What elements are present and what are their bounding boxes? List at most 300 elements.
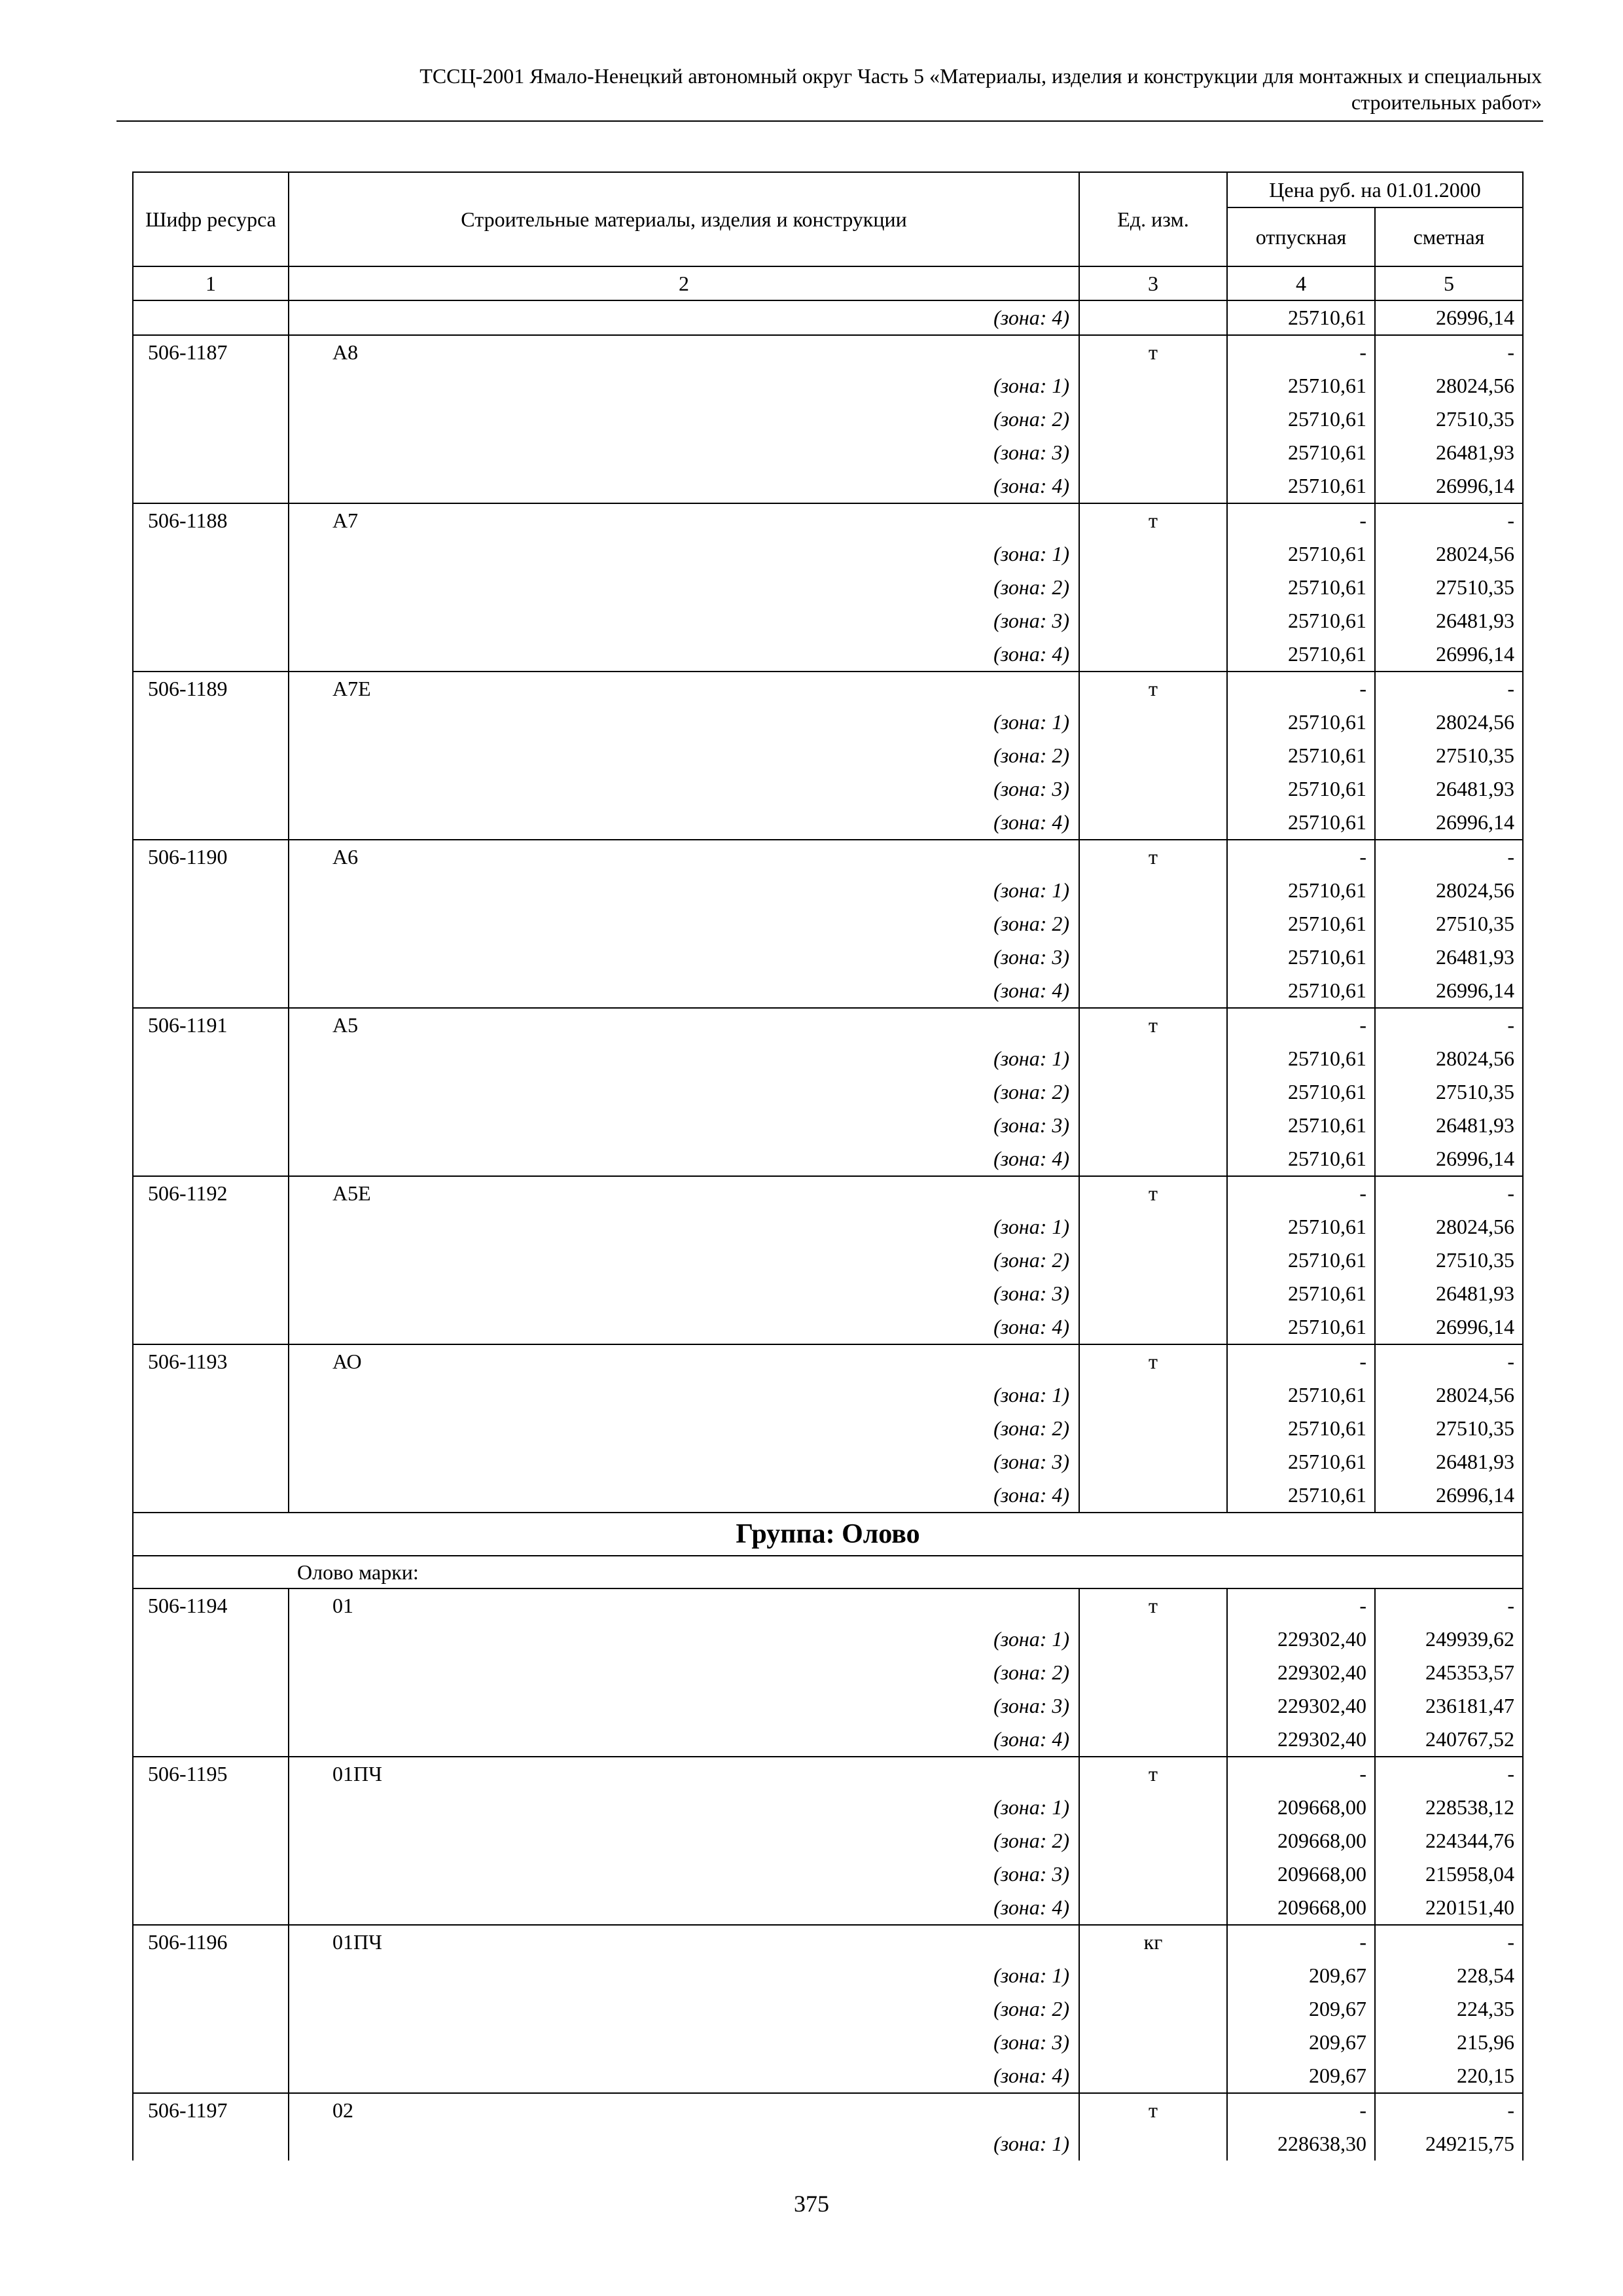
unit-cell xyxy=(1079,2127,1227,2161)
price-release: 25710,61 xyxy=(1227,1244,1375,1277)
unit-cell: т xyxy=(1079,1757,1227,1791)
resource-code xyxy=(133,1479,289,1513)
price-release: 209,67 xyxy=(1227,1959,1375,1992)
price-estimate: 27510,35 xyxy=(1375,1075,1523,1109)
table-row-zone xyxy=(133,1445,1523,1479)
unit-cell xyxy=(1079,1142,1227,1176)
price-release: - xyxy=(1227,672,1375,706)
unit-cell xyxy=(1079,1479,1227,1513)
unit-cell: кг xyxy=(1079,1925,1227,1959)
table-row-zone xyxy=(133,604,1523,637)
price-estimate: 228538,12 xyxy=(1375,1791,1523,1824)
table-row-item xyxy=(133,1925,1523,1959)
price-estimate: 28024,56 xyxy=(1375,369,1523,403)
price-estimate: 245353,57 xyxy=(1375,1656,1523,1689)
unit-cell xyxy=(1079,1857,1227,1891)
price-release: 25710,61 xyxy=(1227,1142,1375,1176)
material-name: 02 xyxy=(289,2093,1079,2127)
resource-code xyxy=(133,1142,289,1176)
table-row-zone xyxy=(133,2059,1523,2093)
table-row-zone xyxy=(133,1824,1523,1857)
price-release: 209,67 xyxy=(1227,2059,1375,2093)
table-row-zone xyxy=(133,1723,1523,1757)
resource-code xyxy=(133,1109,289,1142)
price-estimate: 26996,14 xyxy=(1375,1142,1523,1176)
unit-cell xyxy=(1079,1109,1227,1142)
col-header-unit: Ед. изм. xyxy=(1079,172,1227,266)
resource-code: 506-1188 xyxy=(133,503,289,537)
zone-label: (зона: 1) xyxy=(289,1210,1079,1244)
zone-label: (зона: 3) xyxy=(289,604,1079,637)
price-estimate: 228,54 xyxy=(1375,1959,1523,1992)
resource-code xyxy=(133,739,289,772)
zone-label: (зона: 3) xyxy=(289,941,1079,974)
table-row-zone xyxy=(133,403,1523,436)
zone-label: (зона: 2) xyxy=(289,1656,1079,1689)
price-release: 25710,61 xyxy=(1227,941,1375,974)
header-line-1: ТССЦ-2001 Ямало-Ненецкий автономный округ Часть 5 «Материалы, изделия и конструкции для монтажных и специальных xyxy=(419,64,1542,88)
price-release: - xyxy=(1227,1588,1375,1623)
table-row-zone xyxy=(133,1689,1523,1723)
material-name: А5 xyxy=(289,1008,1079,1042)
price-estimate: 27510,35 xyxy=(1375,571,1523,604)
price-estimate: 26481,93 xyxy=(1375,1109,1523,1142)
price-release: - xyxy=(1227,1925,1375,1959)
price-estimate: 26996,14 xyxy=(1375,974,1523,1008)
zone-label: (зона: 2) xyxy=(289,1244,1079,1277)
table-body xyxy=(133,300,1523,2161)
resource-code xyxy=(133,941,289,974)
unit-cell xyxy=(1079,537,1227,571)
table-row-zone xyxy=(133,874,1523,907)
resource-code xyxy=(133,1824,289,1857)
resource-code xyxy=(133,1959,289,1992)
price-release: 229302,40 xyxy=(1227,1689,1375,1723)
unit-cell xyxy=(1079,604,1227,637)
table-row-item xyxy=(133,2093,1523,2127)
unit-cell xyxy=(1079,469,1227,503)
unit-cell xyxy=(1079,1445,1227,1479)
zone-label: (зона: 2) xyxy=(289,1824,1079,1857)
price-estimate: 26481,93 xyxy=(1375,941,1523,974)
table-row-zone xyxy=(133,974,1523,1008)
resource-code xyxy=(133,436,289,469)
price-estimate: 215958,04 xyxy=(1375,1857,1523,1891)
price-estimate: 26996,14 xyxy=(1375,806,1523,840)
price-estimate: 215,96 xyxy=(1375,2026,1523,2059)
unit-cell xyxy=(1079,1959,1227,1992)
unit-cell xyxy=(1079,1277,1227,1310)
material-name: А6 xyxy=(289,840,1079,874)
price-estimate: - xyxy=(1375,1008,1523,1042)
unit-cell xyxy=(1079,1891,1227,1925)
table-row-item xyxy=(133,1176,1523,1210)
table-row-zone xyxy=(133,637,1523,672)
unit-cell xyxy=(1079,1689,1227,1723)
table-row-zone xyxy=(133,772,1523,806)
price-release: 228638,30 xyxy=(1227,2127,1375,2161)
price-release: 25710,61 xyxy=(1227,1378,1375,1412)
table-row-item xyxy=(133,1344,1523,1378)
zone-label: (зона: 1) xyxy=(289,1959,1079,1992)
unit-cell xyxy=(1079,772,1227,806)
price-release: - xyxy=(1227,1176,1375,1210)
unit-cell xyxy=(1079,1244,1227,1277)
unit-cell xyxy=(1079,369,1227,403)
unit-cell xyxy=(1079,403,1227,436)
material-name: А8 xyxy=(289,335,1079,369)
col-header-price-estimate: сметная xyxy=(1375,207,1523,266)
col-header-price-group: Цена руб. на 01.01.2000 xyxy=(1227,172,1523,207)
unit-cell xyxy=(1079,739,1227,772)
zone-label: (зона: 4) xyxy=(289,1891,1079,1925)
table-row-zone xyxy=(133,1992,1523,2026)
zone-label: (зона: 4) xyxy=(289,974,1079,1008)
table-row-item xyxy=(133,1588,1523,1623)
resource-code xyxy=(133,874,289,907)
resource-code xyxy=(133,1445,289,1479)
price-release: 25710,61 xyxy=(1227,806,1375,840)
zone-label: (зона: 3) xyxy=(289,772,1079,806)
price-release: 25710,61 xyxy=(1227,1412,1375,1445)
table-row-zone xyxy=(133,907,1523,941)
price-estimate: - xyxy=(1375,2093,1523,2127)
table-row-zone xyxy=(133,1310,1523,1344)
price-estimate: 27510,35 xyxy=(1375,403,1523,436)
subgroup-row xyxy=(133,1556,1523,1588)
table-row-zone xyxy=(133,1623,1523,1656)
price-estimate: 249939,62 xyxy=(1375,1623,1523,1656)
price-release: 25710,61 xyxy=(1227,571,1375,604)
price-estimate: 27510,35 xyxy=(1375,1244,1523,1277)
resource-code xyxy=(133,1992,289,2026)
col-number-2: 2 xyxy=(289,266,1079,300)
zone-label: (зона: 1) xyxy=(289,1378,1079,1412)
resource-code xyxy=(133,1210,289,1244)
unit-cell xyxy=(1079,1723,1227,1757)
resource-code xyxy=(133,1378,289,1412)
table-row-zone xyxy=(133,369,1523,403)
table-row-zone xyxy=(133,469,1523,503)
material-name: А7Е xyxy=(289,672,1079,706)
price-release: 25710,61 xyxy=(1227,1310,1375,1344)
unit-cell xyxy=(1079,907,1227,941)
unit-cell xyxy=(1079,1791,1227,1824)
table-row-zone xyxy=(133,1791,1523,1824)
resource-code xyxy=(133,403,289,436)
zone-label: (зона: 3) xyxy=(289,1445,1079,1479)
price-estimate: 26996,14 xyxy=(1375,469,1523,503)
price-release: 25710,61 xyxy=(1227,469,1375,503)
price-estimate: - xyxy=(1375,1176,1523,1210)
price-release: 209668,00 xyxy=(1227,1857,1375,1891)
price-estimate: 26481,93 xyxy=(1375,604,1523,637)
resource-code: 506-1187 xyxy=(133,335,289,369)
price-estimate: 28024,56 xyxy=(1375,1210,1523,1244)
material-name: 01 xyxy=(289,1588,1079,1623)
table-row-zone xyxy=(133,1656,1523,1689)
zone-label: (зона: 4) xyxy=(289,637,1079,672)
resource-code xyxy=(133,1412,289,1445)
resource-code xyxy=(133,637,289,672)
table-row-zone xyxy=(133,436,1523,469)
material-name: 01ПЧ xyxy=(289,1925,1079,1959)
resource-code xyxy=(133,772,289,806)
table-row-zone xyxy=(133,300,1523,335)
unit-cell xyxy=(1079,436,1227,469)
zone-label: (зона: 3) xyxy=(289,1857,1079,1891)
unit-cell xyxy=(1079,806,1227,840)
unit-cell: т xyxy=(1079,1008,1227,1042)
table-row-zone xyxy=(133,571,1523,604)
unit-cell xyxy=(1079,571,1227,604)
price-release: 209,67 xyxy=(1227,1992,1375,2026)
zone-label: (зона: 2) xyxy=(289,403,1079,436)
unit-cell xyxy=(1079,1992,1227,2026)
price-release: 25710,61 xyxy=(1227,300,1375,335)
zone-label: (зона: 1) xyxy=(289,874,1079,907)
unit-cell xyxy=(1079,1310,1227,1344)
unit-cell: т xyxy=(1079,335,1227,369)
zone-label: (зона: 1) xyxy=(289,369,1079,403)
zone-label: (зона: 2) xyxy=(289,739,1079,772)
price-estimate: 26996,14 xyxy=(1375,1479,1523,1513)
unit-cell xyxy=(1079,1623,1227,1656)
zone-label: (зона: 2) xyxy=(289,1075,1079,1109)
price-release: 25710,61 xyxy=(1227,436,1375,469)
zone-label: (зона: 4) xyxy=(289,2059,1079,2093)
price-estimate: - xyxy=(1375,1344,1523,1378)
resource-code xyxy=(133,604,289,637)
table-row-zone xyxy=(133,1109,1523,1142)
resource-code: 506-1196 xyxy=(133,1925,289,1959)
price-release: 25710,61 xyxy=(1227,1210,1375,1244)
zone-label: (зона: 1) xyxy=(289,706,1079,739)
group-title: Группа: Олово xyxy=(133,1513,1523,1556)
price-release: - xyxy=(1227,503,1375,537)
unit-cell xyxy=(1079,2026,1227,2059)
resource-code xyxy=(133,1857,289,1891)
resource-code: 506-1191 xyxy=(133,1008,289,1042)
resource-code xyxy=(133,706,289,739)
price-release: - xyxy=(1227,1344,1375,1378)
unit-cell: т xyxy=(1079,2093,1227,2127)
price-estimate: - xyxy=(1375,335,1523,369)
resource-code xyxy=(133,1042,289,1075)
price-estimate: - xyxy=(1375,503,1523,537)
resource-code xyxy=(133,1891,289,1925)
price-release: 25710,61 xyxy=(1227,1479,1375,1513)
price-estimate: 26996,14 xyxy=(1375,300,1523,335)
price-release: 25710,61 xyxy=(1227,537,1375,571)
subgroup-title: Олово марки: xyxy=(133,1556,1523,1588)
table-row-item xyxy=(133,1757,1523,1791)
zone-label: (зона: 4) xyxy=(289,1723,1079,1757)
zone-label: (зона: 2) xyxy=(289,1992,1079,2026)
table-row-zone xyxy=(133,2127,1523,2161)
price-release: - xyxy=(1227,335,1375,369)
price-estimate: 27510,35 xyxy=(1375,739,1523,772)
price-release: 25710,61 xyxy=(1227,403,1375,436)
material-name: А5Е xyxy=(289,1176,1079,1210)
table-row-zone xyxy=(133,706,1523,739)
table-row-zone xyxy=(133,1891,1523,1925)
zone-label: (зона: 3) xyxy=(289,2026,1079,2059)
zone-label: (зона: 2) xyxy=(289,571,1079,604)
table-row-zone xyxy=(133,806,1523,840)
resource-code xyxy=(133,974,289,1008)
price-release: 25710,61 xyxy=(1227,1042,1375,1075)
price-estimate: 240767,52 xyxy=(1375,1723,1523,1757)
unit-cell: т xyxy=(1079,672,1227,706)
group-row xyxy=(133,1513,1523,1556)
table-row-zone xyxy=(133,1412,1523,1445)
resource-code: 506-1189 xyxy=(133,672,289,706)
price-estimate: 26996,14 xyxy=(1375,1310,1523,1344)
price-estimate: - xyxy=(1375,1757,1523,1791)
resource-code xyxy=(133,907,289,941)
col-number-3: 3 xyxy=(1079,266,1227,300)
price-release: 229302,40 xyxy=(1227,1656,1375,1689)
table-row-zone xyxy=(133,1142,1523,1176)
resource-code xyxy=(133,300,289,335)
col-header-name: Строительные материалы, изделия и конструкции xyxy=(289,172,1079,266)
resource-code xyxy=(133,571,289,604)
zone-label: (зона: 4) xyxy=(289,806,1079,840)
resource-code xyxy=(133,369,289,403)
unit-cell xyxy=(1079,300,1227,335)
table-row-item xyxy=(133,1008,1523,1042)
resource-code: 506-1197 xyxy=(133,2093,289,2127)
price-release: - xyxy=(1227,840,1375,874)
zone-label: (зона: 4) xyxy=(289,469,1079,503)
resource-code: 506-1192 xyxy=(133,1176,289,1210)
table-row-zone xyxy=(133,1277,1523,1310)
table-row-zone xyxy=(133,1042,1523,1075)
table-row-zone xyxy=(133,1075,1523,1109)
zone-label: (зона: 4) xyxy=(289,1310,1079,1344)
unit-cell xyxy=(1079,941,1227,974)
unit-cell xyxy=(1079,637,1227,672)
table-row-zone xyxy=(133,1857,1523,1891)
col-number-5: 5 xyxy=(1375,266,1523,300)
unit-cell xyxy=(1079,1824,1227,1857)
table-row-item xyxy=(133,503,1523,537)
resource-code xyxy=(133,1791,289,1824)
price-release: 25710,61 xyxy=(1227,874,1375,907)
price-estimate: 28024,56 xyxy=(1375,1378,1523,1412)
price-estimate: 28024,56 xyxy=(1375,1042,1523,1075)
unit-cell xyxy=(1079,874,1227,907)
price-estimate: 27510,35 xyxy=(1375,907,1523,941)
resource-code xyxy=(133,1723,289,1757)
resource-code xyxy=(133,2026,289,2059)
price-estimate: 27510,35 xyxy=(1375,1412,1523,1445)
unit-cell xyxy=(1079,974,1227,1008)
page-number: 375 xyxy=(794,2191,829,2217)
page-header xyxy=(118,63,1542,115)
table-row-zone xyxy=(133,1210,1523,1244)
price-release: 25710,61 xyxy=(1227,706,1375,739)
table-row-zone xyxy=(133,2026,1523,2059)
table-row-item xyxy=(133,840,1523,874)
price-release: 25710,61 xyxy=(1227,604,1375,637)
resource-code: 506-1190 xyxy=(133,840,289,874)
unit-cell xyxy=(1079,1656,1227,1689)
zone-label: (зона: 1) xyxy=(289,1791,1079,1824)
material-name: А7 xyxy=(289,503,1079,537)
material-name: 01ПЧ xyxy=(289,1757,1079,1791)
table-row-item xyxy=(133,335,1523,369)
price-release: 229302,40 xyxy=(1227,1723,1375,1757)
unit-cell xyxy=(1079,706,1227,739)
unit-cell xyxy=(1079,1412,1227,1445)
price-estimate: - xyxy=(1375,672,1523,706)
unit-cell xyxy=(1079,2059,1227,2093)
price-release: - xyxy=(1227,2093,1375,2127)
table-row-item xyxy=(133,672,1523,706)
zone-label: (зона: 2) xyxy=(289,907,1079,941)
price-release: 25710,61 xyxy=(1227,1075,1375,1109)
resource-code xyxy=(133,1623,289,1656)
unit-cell: т xyxy=(1079,1588,1227,1623)
resource-code xyxy=(133,806,289,840)
resource-code xyxy=(133,1310,289,1344)
header-line-2: строительных работ» xyxy=(1351,90,1542,114)
price-estimate: 224344,76 xyxy=(1375,1824,1523,1857)
col-header-code: Шифр ресурса xyxy=(133,172,289,266)
price-estimate: 28024,56 xyxy=(1375,874,1523,907)
table-row-zone xyxy=(133,1378,1523,1412)
price-table xyxy=(132,171,1524,2161)
price-release: 25710,61 xyxy=(1227,907,1375,941)
unit-cell xyxy=(1079,1378,1227,1412)
price-estimate: 26481,93 xyxy=(1375,436,1523,469)
price-release: 229302,40 xyxy=(1227,1623,1375,1656)
price-estimate: 26481,93 xyxy=(1375,772,1523,806)
zone-label: (зона: 4) xyxy=(289,1479,1079,1513)
unit-cell xyxy=(1079,1210,1227,1244)
price-estimate: 28024,56 xyxy=(1375,537,1523,571)
price-release: 25710,61 xyxy=(1227,1109,1375,1142)
table-row-zone xyxy=(133,1959,1523,1992)
resource-code: 506-1194 xyxy=(133,1588,289,1623)
table-row-zone xyxy=(133,739,1523,772)
price-estimate: 26481,93 xyxy=(1375,1277,1523,1310)
zone-label: (зона: 3) xyxy=(289,436,1079,469)
resource-code xyxy=(133,1244,289,1277)
unit-cell xyxy=(1079,1075,1227,1109)
price-estimate: 26996,14 xyxy=(1375,637,1523,672)
unit-cell: т xyxy=(1079,1176,1227,1210)
price-release: 209668,00 xyxy=(1227,1791,1375,1824)
resource-code xyxy=(133,1656,289,1689)
zone-label: (зона: 3) xyxy=(289,1689,1079,1723)
price-release: 25710,61 xyxy=(1227,1277,1375,1310)
zone-label: (зона: 1) xyxy=(289,1042,1079,1075)
zone-label: (зона: 1) xyxy=(289,1623,1079,1656)
resource-code xyxy=(133,1075,289,1109)
price-release: 25710,61 xyxy=(1227,739,1375,772)
col-number-1: 1 xyxy=(133,266,289,300)
price-estimate: - xyxy=(1375,840,1523,874)
price-release: 209668,00 xyxy=(1227,1891,1375,1925)
price-release: - xyxy=(1227,1008,1375,1042)
table-row-zone xyxy=(133,1244,1523,1277)
resource-code xyxy=(133,537,289,571)
col-header-price-release: отпускная xyxy=(1227,207,1375,266)
price-release: 25710,61 xyxy=(1227,772,1375,806)
